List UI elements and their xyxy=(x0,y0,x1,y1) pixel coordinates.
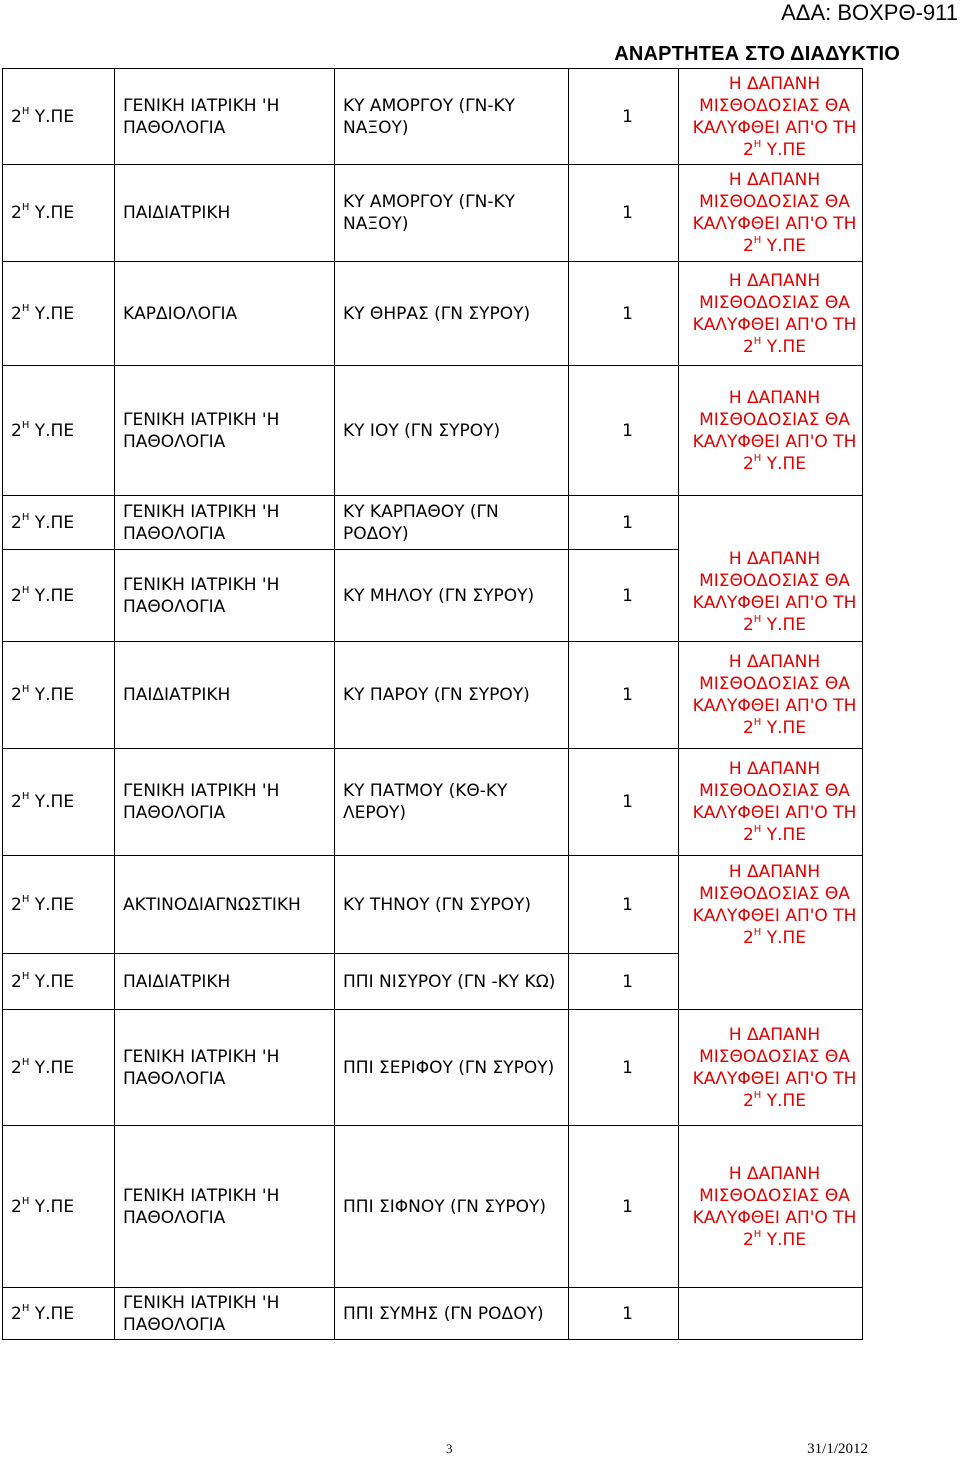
positions-count-cell: 1 xyxy=(569,856,679,954)
health-unit-cell: ΚΥ ΚΑΡΠΑΘΟΥ (ΓΝ ΡΟΔΟΥ) xyxy=(335,496,569,550)
positions-table xyxy=(2,68,863,1340)
positions-count-cell: 1 xyxy=(569,69,679,165)
specialty-cell: ΓΕΝΙΚΗ ΙΑΤΡΙΚΗ 'Η ΠΑΘΟΛΟΓΙΑ xyxy=(115,1010,335,1126)
positions-count-cell: 1 xyxy=(569,496,679,550)
cost-note-cell: Η ΔΑΠΑΝΗ ΜΙΣΘΟΔΟΣΙΑΣ ΘΑ ΚΑΛΥΦΘΕΙ ΑΠ'Ο ΤΗ $2^H$ Υ.ΠΕ xyxy=(679,69,863,165)
region-cell: $2^H$ Υ.ΠΕ xyxy=(3,1288,115,1340)
health-unit-cell: ΚΥ ΘΗΡΑΣ (ΓΝ ΣΥΡΟΥ) xyxy=(335,262,569,366)
specialty-cell: ΓΕΝΙΚΗ ΙΑΤΡΙΚΗ 'Η ΠΑΘΟΛΟΓΙΑ xyxy=(115,1126,335,1288)
specialty-cell: ΠΑΙΔΙΑΤΡΙΚΗ xyxy=(115,642,335,749)
region-cell: $2^H$ Υ.ΠΕ xyxy=(3,642,115,749)
page-number: 3 xyxy=(446,1441,453,1456)
ada-code: ΑΔΑ: ΒΟΧΡΘ-911 xyxy=(781,0,958,25)
specialty-cell: ΓΕΝΙΚΗ ΙΑΤΡΙΚΗ 'Η ΠΑΘΟΛΟΓΙΑ xyxy=(115,550,335,642)
positions-count-cell: 1 xyxy=(569,749,679,856)
table-row xyxy=(3,1010,863,1126)
specialty-cell: ΠΑΙΔΙΑΤΡΙΚΗ xyxy=(115,165,335,262)
health-unit-cell: ΠΠΙ ΣΥΜΗΣ (ΓΝ ΡΟΔΟΥ) xyxy=(335,1288,569,1340)
cost-note-cell: Η ΔΑΠΑΝΗ ΜΙΣΘΟΔΟΣΙΑΣ ΘΑ ΚΑΛΥΦΘΕΙ ΑΠ'Ο ΤΗ $2^H$ Υ.ΠΕ xyxy=(679,165,863,262)
region-cell: $2^H$ Υ.ΠΕ xyxy=(3,550,115,642)
cost-note-cell: Η ΔΑΠΑΝΗ ΜΙΣΘΟΔΟΣΙΑΣ ΘΑ ΚΑΛΥΦΘΕΙ ΑΠ'Ο ΤΗ $2^H$ Υ.ΠΕ xyxy=(679,366,863,496)
table-row xyxy=(3,262,863,366)
specialty-cell: ΓΕΝΙΚΗ ΙΑΤΡΙΚΗ 'Η ΠΑΘΟΛΟΓΙΑ xyxy=(115,69,335,165)
region-cell: $2^H$ Υ.ΠΕ xyxy=(3,496,115,550)
health-unit-cell: ΚΥ ΙΟΥ (ΓΝ ΣΥΡΟΥ) xyxy=(335,366,569,496)
region-cell: $2^H$ Υ.ΠΕ xyxy=(3,69,115,165)
table-row xyxy=(3,642,863,749)
region-cell: $2^H$ Υ.ΠΕ xyxy=(3,856,115,954)
region-cell: $2^H$ Υ.ΠΕ xyxy=(3,262,115,366)
health-unit-cell: ΚΥ ΤΗΝΟΥ (ΓΝ ΣΥΡΟΥ) xyxy=(335,856,569,954)
health-unit-cell: ΠΠΙ ΝΙΣΥΡΟΥ (ΓΝ -ΚΥ ΚΩ) xyxy=(335,954,569,1010)
positions-count-cell: 1 xyxy=(569,550,679,642)
footer-date: 31/1/2012 xyxy=(807,1441,868,1457)
table-row xyxy=(3,749,863,856)
positions-count-cell: 1 xyxy=(569,165,679,262)
specialty-cell: ΚΑΡΔΙΟΛΟΓΙΑ xyxy=(115,262,335,366)
region-cell: $2^H$ Υ.ΠΕ xyxy=(3,1126,115,1288)
health-unit-cell: ΚΥ ΑΜΟΡΓΟΥ (ΓΝ-ΚΥ ΝΑΞΟΥ) xyxy=(335,69,569,165)
cost-note-cell: Η ΔΑΠΑΝΗ ΜΙΣΘΟΔΟΣΙΑΣ ΘΑ ΚΑΛΥΦΘΕΙ ΑΠ'Ο ΤΗ $2^H$ Υ.ΠΕ xyxy=(679,642,863,749)
positions-count-cell: 1 xyxy=(569,642,679,749)
cost-note-empty-cell xyxy=(679,1288,863,1340)
positions-count-cell: 1 xyxy=(569,1288,679,1340)
cost-note-cell: Η ΔΑΠΑΝΗ ΜΙΣΘΟΔΟΣΙΑΣ ΘΑ ΚΑΛΥΦΘΕΙ ΑΠ'Ο ΤΗ $2^H$ Υ.ΠΕ xyxy=(679,262,863,366)
health-unit-cell: ΚΥ ΑΜΟΡΓΟΥ (ΓΝ-ΚΥ ΝΑΞΟΥ) xyxy=(335,165,569,262)
region-cell: $2^H$ Υ.ΠΕ xyxy=(3,954,115,1010)
positions-count-cell: 1 xyxy=(569,366,679,496)
region-cell: $2^H$ Υ.ΠΕ xyxy=(3,165,115,262)
table-row xyxy=(3,1126,863,1288)
specialty-cell: ΓΕΝΙΚΗ ΙΑΤΡΙΚΗ 'Η ΠΑΘΟΛΟΓΙΑ xyxy=(115,1288,335,1340)
health-unit-cell: ΚΥ ΠΑΤΜΟΥ (ΚΘ-ΚΥ ΛΕΡΟΥ) xyxy=(335,749,569,856)
specialty-cell: ΓΕΝΙΚΗ ΙΑΤΡΙΚΗ 'Η ΠΑΘΟΛΟΓΙΑ xyxy=(115,749,335,856)
cost-note-cell: Η ΔΑΠΑΝΗ ΜΙΣΘΟΔΟΣΙΑΣ ΘΑ ΚΑΛΥΦΘΕΙ ΑΠ'Ο ΤΗ $2^H$ Υ.ΠΕ xyxy=(679,496,863,642)
region-cell: $2^H$ Υ.ΠΕ xyxy=(3,1010,115,1126)
region-cell: $2^H$ Υ.ΠΕ xyxy=(3,366,115,496)
health-unit-cell: ΚΥ ΜΗΛΟΥ (ΓΝ ΣΥΡΟΥ) xyxy=(335,550,569,642)
table-row xyxy=(3,496,863,550)
specialty-cell: ΠΑΙΔΙΑΤΡΙΚΗ xyxy=(115,954,335,1010)
region-cell: $2^H$ Υ.ΠΕ xyxy=(3,749,115,856)
cost-note-cell: Η ΔΑΠΑΝΗ ΜΙΣΘΟΔΟΣΙΑΣ ΘΑ ΚΑΛΥΦΘΕΙ ΑΠ'Ο ΤΗ $2^H$ Υ.ΠΕ xyxy=(679,749,863,856)
health-unit-cell: ΠΠΙ ΣΙΦΝΟΥ (ΓΝ ΣΥΡΟΥ) xyxy=(335,1126,569,1288)
table-row xyxy=(3,856,863,954)
specialty-cell: ΑΚΤΙΝΟΔΙΑΓΝΩΣΤΙΚΗ xyxy=(115,856,335,954)
specialty-cell: ΓΕΝΙΚΗ ΙΑΤΡΙΚΗ 'Η ΠΑΘΟΛΟΓΙΑ xyxy=(115,366,335,496)
posted-online-label: ΑΝΑΡΤΗΤΕΑ ΣΤΟ ΔΙΑΔΥΚΤΙΟ xyxy=(614,43,900,65)
positions-count-cell: 1 xyxy=(569,1126,679,1288)
table-row xyxy=(3,1288,863,1340)
positions-count-cell: 1 xyxy=(569,262,679,366)
positions-count-cell: 1 xyxy=(569,1010,679,1126)
specialty-cell: ΓΕΝΙΚΗ ΙΑΤΡΙΚΗ 'Η ΠΑΘΟΛΟΓΙΑ xyxy=(115,496,335,550)
health-unit-cell: ΠΠΙ ΣΕΡΙΦΟΥ (ΓΝ ΣΥΡΟΥ) xyxy=(335,1010,569,1126)
table-row xyxy=(3,366,863,496)
positions-count-cell: 1 xyxy=(569,954,679,1010)
cost-note-cell: Η ΔΑΠΑΝΗ ΜΙΣΘΟΔΟΣΙΑΣ ΘΑ ΚΑΛΥΦΘΕΙ ΑΠ'Ο ΤΗ $2^H$ Υ.ΠΕ xyxy=(679,1010,863,1126)
health-unit-cell: ΚΥ ΠΑΡΟΥ (ΓΝ ΣΥΡΟΥ) xyxy=(335,642,569,749)
table-row xyxy=(3,165,863,262)
table-row xyxy=(3,69,863,165)
cost-note-cell: Η ΔΑΠΑΝΗ ΜΙΣΘΟΔΟΣΙΑΣ ΘΑ ΚΑΛΥΦΘΕΙ ΑΠ'Ο ΤΗ $2^H$ Υ.ΠΕ xyxy=(679,1126,863,1288)
cost-note-cell: Η ΔΑΠΑΝΗ ΜΙΣΘΟΔΟΣΙΑΣ ΘΑ ΚΑΛΥΦΘΕΙ ΑΠ'Ο ΤΗ $2^H$ Υ.ΠΕ xyxy=(679,856,863,1010)
